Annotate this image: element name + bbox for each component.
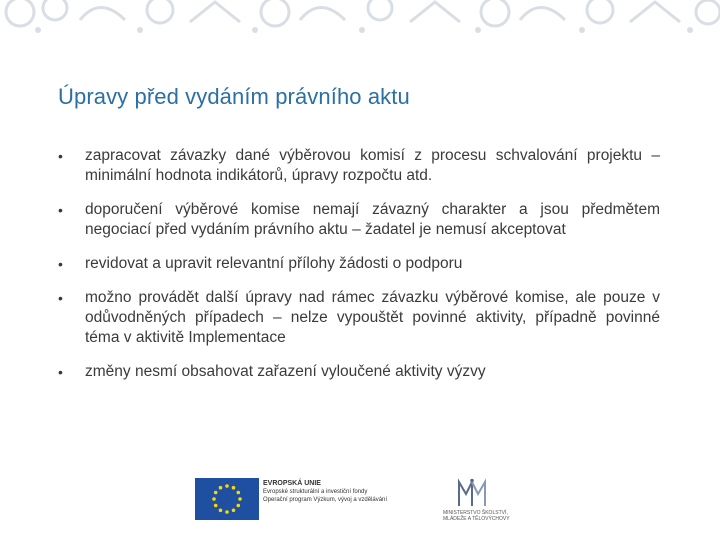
ministry-label-line-2: MLÁDEŽE A TĚLOVÝCHOVY	[443, 516, 510, 522]
ministry-label	[443, 510, 533, 522]
bullet-item	[58, 146, 660, 186]
eu-flag-icon	[195, 478, 259, 520]
bullet-item	[58, 288, 660, 348]
bullet-item	[58, 362, 660, 382]
ministry-label-line-1: MINISTERSTVO ŠKOLSTVÍ,	[443, 510, 508, 516]
eu-heading: EVROPSKÁ UNIE	[263, 480, 321, 487]
bullet-text: zapracovat závazky dané výběrovou komisí z procesu schvalování projektu – minimální hodnota indikátorů, úpravy rozpočtu atd.	[85, 147, 660, 184]
bullet-icon: •	[58, 364, 63, 380]
bullet-icon: •	[58, 290, 63, 306]
eu-program-text	[263, 480, 423, 504]
bullet-icon: •	[58, 256, 63, 272]
bullet-item	[58, 254, 660, 274]
bullet-text: změny nesmí obsahovat zařazení vyloučené aktivity výzvy	[85, 363, 486, 380]
eu-line-1: Evropské strukturální a investiční fondy	[263, 489, 368, 495]
decorative-header-pattern	[0, 0, 720, 40]
ministry-logo-icon	[457, 478, 487, 508]
footer-logos	[195, 474, 535, 524]
bullet-text: doporučení výběrové komise nemají závazný charakter a jsou předmětem negociací před vydáním právního aktu – žadatel je nemusí akceptovat	[85, 201, 660, 238]
bullet-icon: •	[58, 148, 63, 164]
bullet-item	[58, 200, 660, 240]
eu-line-2: Operační program Výzkum, vývoj a vzdělávání	[263, 497, 388, 503]
bullet-text: revidovat a upravit relevantní přílohy žádosti o podporu	[85, 255, 463, 272]
bullet-icon: •	[58, 202, 63, 218]
bullet-text: možno provádět další úpravy nad rámec závazku výběrové komise, ale pouze v odůvodněných případech – nelze vypouštět povinné aktivity, případně povinné téma v aktivitě Implementace	[85, 289, 660, 346]
slide-title: Úpravy před vydáním právního aktu	[58, 84, 410, 109]
bullet-list	[58, 146, 660, 396]
